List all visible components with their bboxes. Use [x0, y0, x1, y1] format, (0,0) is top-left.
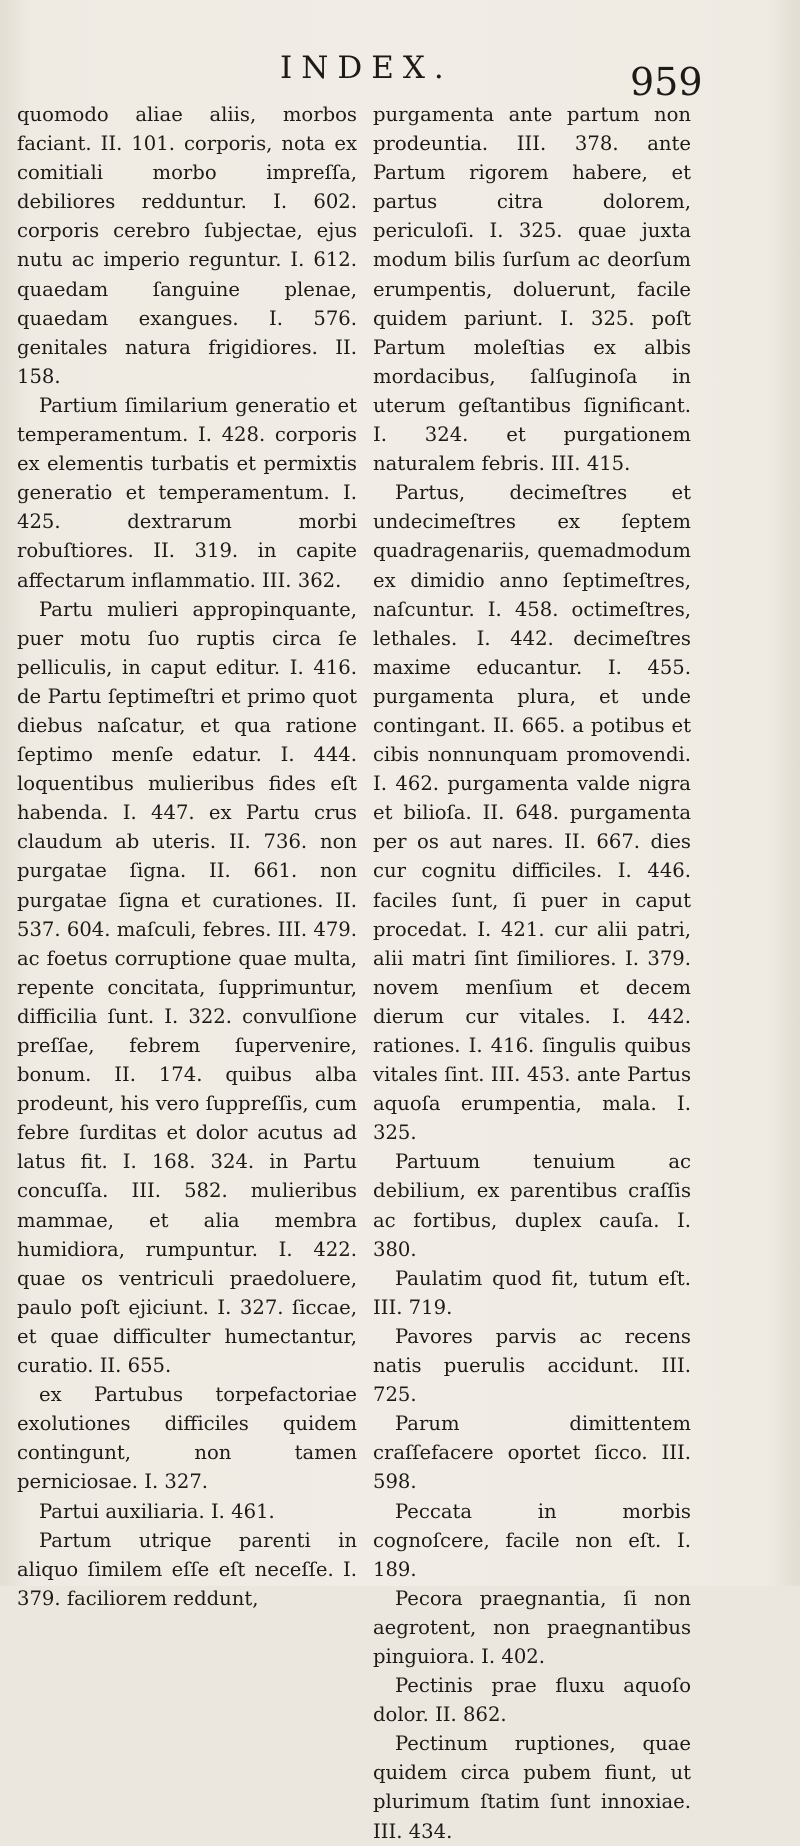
right-column	[373, 100, 691, 1846]
index-entry: Partum utrique parenti in aliquo ſimilem eſſe eſt neceſſe. I. 379. faciliorem reddunt,	[17, 1528, 357, 1610]
index-entry: Pavores parvis ac recens natis puerulis accidunt. III. 725.	[373, 1324, 691, 1407]
page-title: INDEX.	[280, 50, 453, 86]
index-entry: Peccata in morbis cognoſcere, facile non eſt. I. 189.	[373, 1499, 691, 1581]
page-header	[0, 44, 800, 104]
index-entry: Partium ſimilarium generatio et temperamentum. I. 428. corporis ex elementis turbatis et permixtis generatio et temperamentum. I. 425. dextrarum morbi robuſtiores. II. 319. in capite affectarum inflammatio. III. 362.	[17, 393, 357, 592]
left-column	[17, 100, 357, 1613]
index-entry: Partus, decimeſtres et undecimeſtres ex ſeptem quadragenariis, quemadmodum ex dimidio anno ſeptimeſtres, naſcuntur. I. 458. octimeſtres, lethales. I. 442. decimeſtres maxime educantur. I. 455. purgamenta plura, et unde contingant. II. 665. a potibus et cibis nonnunquam promovendi. I. 462. purgamenta valde nigra et bilioſa. II. 648. purgamenta per os aut nares. II. 667. dies cur cognitu difficiles. I. 446. faciles ſunt, ſi puer in caput procedat. I. 421. cur alii patri, alii matri ſint ſimiliores. I. 379. novem menſium et decem dierum cur vitales. I. 442. rationes. I. 416. ſingulis quibus vitales ſint. III. 453. ante Partus aquoſa erumpentia, mala. I. 325.	[373, 481, 691, 1145]
index-entry: Pectinis prae fluxu aquoſo dolor. II. 862.	[373, 1674, 691, 1727]
index-entry: Pecora praegnantia, ſi non aegrotent, non praegnantibus pinguiora. I. 402.	[373, 1586, 691, 1668]
index-entry: Partuum tenuium ac debilium, ex parentibus craſſis ac fortibus, duplex cauſa. I. 380.	[373, 1150, 691, 1261]
index-entry: quomodo aliae aliis, morbos faciant. II. 101. corporis, nota ex comitiali morbo impreſſa, debiliores redduntur. I. 602. corporis cerebro ſubjectae, ejus nutu ac imperio reguntur. I. 612. quaedam ſanguine plenae, quaedam exangues. I. 576. genitales natura frigidiores. II. 158.	[17, 103, 357, 388]
index-entry: Partu mulieri appropinquante, puer motu ſuo ruptis circa ſe pelliculis, in caput editur. I. 416. de Partu ſeptimeſtri et primo quot diebus naſcatur, et qua ratione ſeptimo menſe edatur. I. 444. loquentibus mulieribus fides eſt habenda. I. 447. ex Partu crus claudum ab uteris. II. 736. non purgatae ſigna. II. 661. non purgatae ſigna et curationes. II. 537. 604. maſculi, febres. III. 479. ac foetus corruptione quae multa, repente concitata, ſupprimuntur, difficilia ſunt. I. 322. convulſione preſſae, febrem ſupervenire, bonum. II. 174. quibus alba prodeunt, his vero ſuppreſſis, cum febre ſurditas et dolor acutus ad latus fit. I. 168. 324. in Partu concuſſa. III. 582. mulieribus mammae, et alia membra humidiora, rumpuntur. I. 422. quae os ventriculi praedoluere, paulo poſt ejiciunt. I. 327. ſiccae, et quae difficulter humectantur, curatio. II. 655.	[17, 597, 358, 1378]
index-entry: ex Partubus torpefactoriae exolutiones difficiles quidem contingunt, non tamen perniciosae. I. 327.	[17, 1383, 357, 1494]
index-entry: Partui auxiliaria. I. 461.	[39, 1499, 275, 1523]
index-entry: Paulatim quod fit, tutum eſt. III. 719.	[373, 1266, 691, 1319]
index-entry: Pectinum ruptiones, quae quidem circa pubem fiunt, ut plurimum ſtatim ſunt innoxiae. III. 434.	[373, 1732, 691, 1843]
index-entry: Parum dimittentem craſſefacere oportet ſicco. III. 598.	[373, 1412, 691, 1494]
index-entry: purgamenta ante partum non prodeuntia. III. 378. ante Partum rigorem habere, et partus citra dolorem, periculoſi. I. 325. quae juxta modum bilis ſurſum ac deorſum erumpentis, doluerunt, facile quidem pariunt. I. 325. poſt Partum moleſtias ex albis mordacibus, ſalſuginoſa in uterum geſtantibus ſignificant. I. 324. et purgationem naturalem febris. III. 415.	[373, 103, 691, 476]
page-number: 959	[630, 60, 703, 104]
